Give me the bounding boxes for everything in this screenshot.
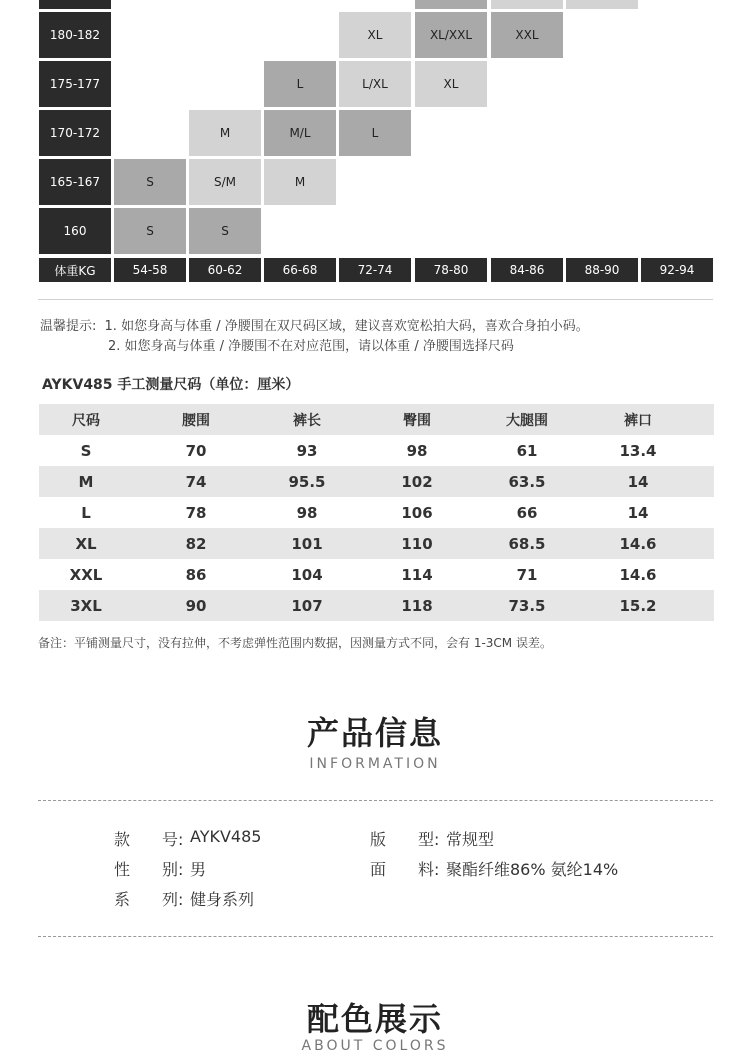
colors-subtitle: ABOUT COLORS: [301, 1038, 449, 1054]
weight-label: 60-62: [189, 258, 261, 282]
size-cell: XL/XXL: [415, 12, 487, 58]
size-cell: S/M: [189, 159, 261, 205]
info-value: 健身系列: [190, 890, 255, 909]
table-cell: M: [78, 472, 94, 491]
table-row: [39, 590, 714, 621]
size-cell: S: [189, 208, 261, 254]
info-field-fit: [370, 827, 494, 850]
table-cell: 61: [516, 441, 538, 460]
table-cell: 14: [627, 472, 649, 491]
table-cell: L: [81, 503, 91, 522]
table-cell: 104: [291, 565, 323, 584]
weight-label: 72-74: [339, 258, 411, 282]
size-cell: M: [189, 110, 261, 156]
info-key: 款 号:: [114, 830, 184, 849]
size-cell: S: [114, 159, 186, 205]
size-cell: L: [264, 61, 336, 107]
table-cell: 90: [185, 596, 207, 615]
table-cell: 107: [291, 596, 323, 615]
weight-label: 88-90: [566, 258, 638, 282]
table-cell: 86: [185, 565, 207, 584]
info-key: 面 料:: [370, 860, 440, 879]
info-value: 常规型: [446, 830, 495, 849]
table-cell: 15.2: [619, 596, 657, 615]
info-key: 版 型:: [370, 830, 440, 849]
table-cell: 14.6: [619, 534, 657, 553]
size-cell: XL: [415, 61, 487, 107]
weight-label: 92-94: [641, 258, 713, 282]
info-value: 男: [190, 860, 207, 879]
table-cell: 尺码: [72, 412, 100, 429]
table-row: [39, 559, 714, 590]
height-label: 175-177: [39, 61, 111, 107]
tips-line-2: [108, 335, 514, 354]
info-field-fabric: [370, 857, 618, 880]
size-cell: M/L: [264, 110, 336, 156]
size-cell: XXL: [491, 12, 563, 58]
tips-label: 温馨提示:: [40, 319, 97, 334]
table-cell: 102: [401, 472, 433, 491]
info-field-style-no: [114, 827, 261, 850]
table-cell: XL: [75, 534, 97, 553]
weight-label: 54-58: [114, 258, 186, 282]
table-cell: 95.5: [288, 472, 326, 491]
table-cell: 裤长: [293, 412, 321, 429]
tips-text-2: 2. 如您身高与体重 / 净腰围不在对应范围，请以体重 / 净腰围选择尺码: [108, 339, 514, 354]
measure-table-title: AYKV485 手工测量尺码（单位：厘米）: [42, 377, 300, 393]
table-cell: 68.5: [508, 534, 546, 553]
table-cell: 106: [401, 503, 433, 522]
table-cell: 70: [185, 441, 207, 460]
table-row: [39, 528, 714, 559]
table-cell: 71: [516, 565, 538, 584]
chart-cell-partial: [39, 0, 111, 9]
table-row: [39, 466, 714, 497]
table-cell: 101: [291, 534, 323, 553]
table-header-row: [39, 404, 714, 435]
measure-note: 备注：平铺测量尺寸，没有拉伸，不考虑弹性范围内数据，因测量方式不同，会有 1-3CM 误差。: [38, 636, 552, 650]
size-cell: M: [264, 159, 336, 205]
table-cell: 13.4: [619, 441, 657, 460]
table-cell: 裤口: [624, 412, 652, 429]
weight-axis-label: 体重KG: [39, 258, 111, 282]
tips-line-1: [40, 315, 589, 334]
table-cell: 93: [296, 441, 318, 460]
table-cell: XXL: [69, 565, 103, 584]
product-info-title: 产品信息: [306, 714, 443, 752]
height-label: 170-172: [39, 110, 111, 156]
weight-label: 84-86: [491, 258, 563, 282]
measure-table: [39, 404, 714, 621]
weight-label: 66-68: [264, 258, 336, 282]
table-cell: 大腿围: [506, 412, 548, 429]
table-cell: 3XL: [70, 596, 102, 615]
size-cell: XL: [339, 12, 411, 58]
chart-cell-partial: [566, 0, 638, 9]
info-bottom-divider: [38, 936, 713, 937]
tips-text-1: 1. 如您身高与体重 / 净腰围在双尺码区域，建议喜欢宽松拍大码，喜欢合身拍小码。: [104, 319, 589, 334]
table-cell: 98: [406, 441, 428, 460]
size-cell: S: [114, 208, 186, 254]
weight-label: 78-80: [415, 258, 487, 282]
table-cell: 73.5: [508, 596, 546, 615]
size-cell: L: [339, 110, 411, 156]
table-cell: 118: [401, 596, 433, 615]
info-value: 聚酯纤维86% 氨纶14%: [446, 860, 619, 879]
table-row: [39, 435, 714, 466]
chart-cell-partial: [415, 0, 487, 9]
table-cell: S: [80, 441, 92, 460]
table-row: [39, 497, 714, 528]
table-cell: 14: [627, 503, 649, 522]
colors-title: 配色展示: [306, 1000, 443, 1038]
table-cell: 110: [401, 534, 433, 553]
info-field-gender: [114, 857, 206, 880]
size-cell: L/XL: [339, 61, 411, 107]
table-cell: 腰围: [182, 412, 210, 429]
product-info-subtitle: INFORMATION: [309, 756, 441, 772]
info-key: 系 列:: [114, 890, 184, 909]
table-cell: 98: [296, 503, 318, 522]
table-cell: 114: [401, 565, 433, 584]
height-label: 160: [39, 208, 111, 254]
table-cell: 14.6: [619, 565, 657, 584]
info-field-series: [114, 887, 254, 910]
height-label: 165-167: [39, 159, 111, 205]
info-key: 性 别:: [114, 860, 184, 879]
table-cell: 66: [516, 503, 538, 522]
table-cell: 臀围: [403, 412, 431, 429]
info-value: AYKV485: [190, 827, 262, 846]
info-top-divider: [38, 800, 713, 801]
divider: [38, 299, 713, 300]
table-cell: 78: [185, 503, 207, 522]
chart-cell-partial: [491, 0, 563, 9]
table-cell: 82: [185, 534, 207, 553]
height-label: 180-182: [39, 12, 111, 58]
table-cell: 74: [185, 472, 207, 491]
table-cell: 63.5: [508, 472, 546, 491]
